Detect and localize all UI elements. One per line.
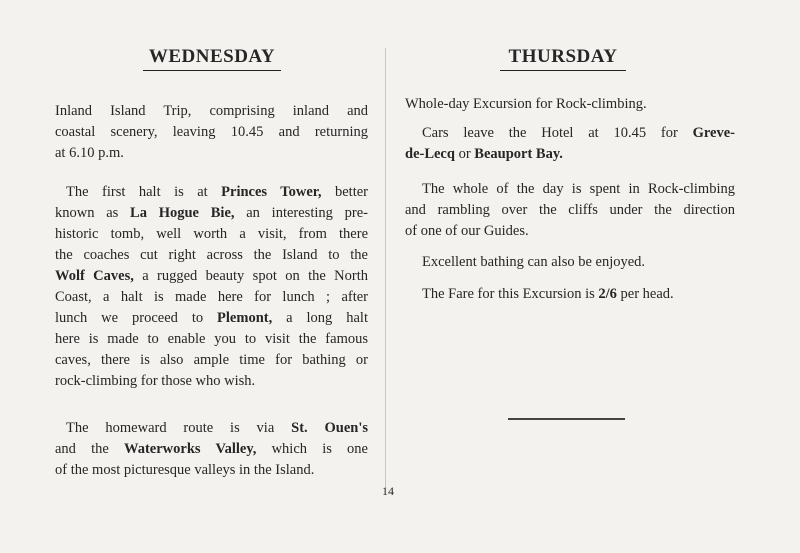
- text-segment: or: [454, 146, 475, 162]
- text-segment: a long halt: [272, 310, 368, 326]
- text-line: [55, 204, 368, 222]
- bold-place-name: St. Ouen's: [291, 420, 368, 436]
- text-segment: Whole-day Excursion for Rock-climbing.: [405, 96, 647, 112]
- bold-place-name: Greve-: [692, 125, 735, 141]
- page-number: 14: [382, 484, 394, 498]
- text-segment: rock-climbing for those who wish.: [55, 373, 256, 389]
- text-segment: and the: [55, 441, 125, 457]
- text-line: [405, 95, 735, 113]
- text-line: [422, 180, 735, 198]
- text-segment: better: [321, 184, 368, 200]
- text-line: [55, 144, 368, 162]
- text-line: [422, 124, 735, 142]
- column-divider: [385, 48, 386, 488]
- bold-place-name: Plemont,: [217, 310, 273, 326]
- text-segment: lunch we proceed to: [55, 310, 218, 326]
- text-line: [55, 102, 368, 120]
- text-line: [422, 253, 735, 271]
- text-segment: caves, there is also ample time for bathing or: [55, 352, 368, 368]
- text-line: [55, 267, 368, 285]
- text-segment: which is one: [256, 441, 368, 457]
- text-line: [66, 183, 368, 201]
- text-segment: The Fare for this Excursion is: [422, 286, 599, 302]
- text-segment: Excellent bathing can also be enjoyed.: [422, 254, 646, 270]
- text-segment: Inland Island Trip, comprising inland and: [55, 103, 368, 119]
- bold-place-name: La Hogue Bie,: [130, 205, 235, 221]
- text-line: [55, 246, 368, 264]
- text-segment: at 6.10 p.m.: [55, 145, 124, 161]
- text-segment: per head.: [616, 286, 674, 302]
- text-segment: an interesting pre-: [234, 205, 368, 221]
- text-segment: here is made to enable you to visit the famous: [55, 331, 368, 347]
- text-line: [55, 330, 368, 348]
- text-line: [66, 419, 368, 437]
- text-segment: of one of our Guides.: [405, 223, 529, 239]
- text-segment: and rambling over the cliffs under the direction: [405, 202, 735, 218]
- bold-place-name: de-Lecq: [405, 146, 455, 162]
- text-line: [405, 201, 735, 219]
- text-line: [55, 440, 368, 458]
- text-line: [405, 222, 735, 240]
- section-end-rule: [508, 418, 625, 420]
- text-line: [405, 145, 735, 163]
- text-line: [422, 285, 735, 303]
- bold-place-name: Waterworks Valley,: [124, 441, 257, 457]
- text-segment: of the most picturesque valleys in the Island.: [55, 462, 315, 478]
- bold-place-name: 2/6: [598, 286, 617, 302]
- bold-place-name: Beauport Bay.: [474, 146, 563, 162]
- text-segment: The whole of the day is spent in Rock-climbing: [422, 181, 735, 197]
- text-segment: Coast, a halt is made here for lunch ; after: [55, 289, 368, 305]
- text-line: [55, 225, 368, 243]
- text-segment: coastal scenery, leaving 10.45 and returning: [55, 124, 368, 140]
- text-line: [55, 351, 368, 369]
- text-segment: The first halt is at: [66, 184, 222, 200]
- text-line: [55, 288, 368, 306]
- text-segment: Cars leave the Hotel at 10.45 for: [422, 125, 693, 141]
- text-segment: a rugged beauty spot on the North: [133, 268, 368, 284]
- text-line: [55, 309, 368, 327]
- text-segment: The homeward route is via: [66, 420, 292, 436]
- text-line: [55, 461, 368, 479]
- wednesday-heading: WEDNESDAY: [143, 46, 281, 71]
- text-line: [55, 123, 368, 141]
- text-segment: the coaches cut right across the Island to the: [55, 247, 368, 263]
- bold-place-name: Wolf Caves,: [55, 268, 134, 284]
- text-segment: known as: [55, 205, 131, 221]
- text-segment: historic tomb, well worth a visit, from there: [55, 226, 368, 242]
- thursday-heading: THURSDAY: [500, 46, 626, 71]
- bold-place-name: Princes Tower,: [221, 184, 322, 200]
- text-line: [55, 372, 368, 390]
